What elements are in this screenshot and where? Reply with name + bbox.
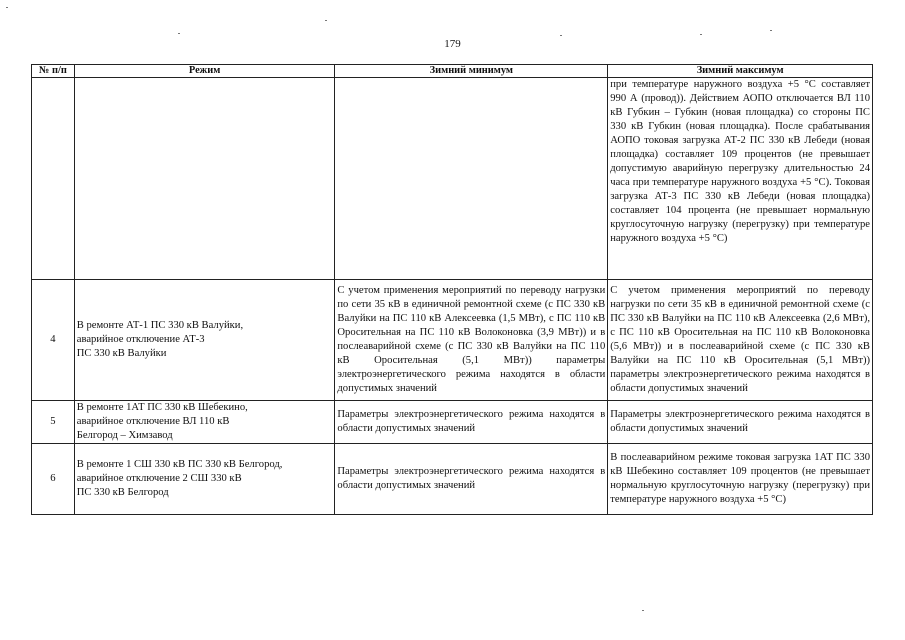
cell-mode (74, 401, 335, 444)
mode-line: ПС 330 кВ Валуйки (76, 348, 167, 359)
cell-number: 5 (32, 401, 75, 444)
page-number: 179 (444, 38, 461, 50)
scan-speck (560, 35, 562, 36)
scan-speck (642, 610, 644, 611)
cell-winter-min: Параметры электроэнергетического режима находятся в области допустимых значений (335, 401, 608, 444)
scan-speck (6, 7, 8, 8)
cell-winter-max: при температуре наружного воздуха +5 °С составляет 990 А (провод)). Действием АОПО отключается ВЛ 110 кВ Губкин – Губкин (новая площадка) со стороны ПС 330 кВ Губкин (новая площадка). После срабатывания АОПО токовая загрузка АТ-2 ПС 330 кВ Лебеди (новая площадка) составляет 109 процентов (не превышает допустимую аварийную перегрузку длительностью 24 часа при температуре наружного воздуха +5 °С). Токовая загрузка АТ-3 ПС 330 кВ Лебеди (новая площадка) составляет 104 процента (не превышает нормальную круглосуточную нагрузку (перегрузку) при температуре наружного воздуха +5 °С) (608, 78, 873, 280)
mode-line: В ремонте АТ-1 ПС 330 кВ Валуйки, (76, 320, 244, 331)
mode-line: В ремонте 1 СШ 330 кВ ПС 330 кВ Белгород, (76, 459, 283, 470)
table-row (32, 444, 873, 515)
cell-number (32, 78, 75, 280)
cell-winter-min: С учетом применения мероприятий по переводу нагрузки по сети 35 кВ в единичной ремонтной схеме (с ПС 330 кВ Валуйки на ПС 110 кВ Алексеевка (1,5 МВт), с ПС 110 кВ Оросительная на ПС 110 кВ Волоконовка (3,9 МВт)) и в послеаварийной схеме (с ПС 330 кВ Валуйки на ПС 110 кВ Оросительная (5,1 МВт)) параметры электроэнергетического режима находятся в области допустимых значений (335, 280, 608, 401)
mode-line: Белгород – Химзавод (76, 430, 173, 441)
header-winter-max: Зимний максимум (608, 65, 873, 78)
cell-mode (74, 78, 335, 280)
table-header-row (32, 65, 873, 78)
cell-mode (74, 280, 335, 401)
mode-line: В ремонте 1АТ ПС 330 кВ Шебекино, (76, 402, 248, 413)
scan-speck (178, 33, 180, 34)
mode-line: аварийное отключение АТ-3 (76, 334, 205, 345)
scan-speck (700, 34, 702, 35)
cell-winter-max: Параметры электроэнергетического режима находятся в области допустимых значений (608, 401, 873, 444)
header-winter-min: Зимний минимум (335, 65, 608, 78)
mode-line: ПС 330 кВ Белгород (76, 487, 169, 498)
cell-number: 4 (32, 280, 75, 401)
regime-table (31, 64, 873, 515)
header-mode: Режим (74, 65, 335, 78)
mode-line: аварийное отключение 2 СШ 330 кВ (76, 473, 242, 484)
cell-mode (74, 444, 335, 515)
scan-speck (770, 30, 772, 31)
table-row (32, 401, 873, 444)
cell-winter-min (335, 78, 608, 280)
cell-winter-max: В послеаварийном режиме токовая загрузка 1АТ ПС 330 кВ Шебекино составляет 109 процентов (не превышает нормальную круглосуточную нагрузку (перегрузку) при температуре наружного воздуха +5 °С) (608, 444, 873, 515)
header-number: № п/п (32, 65, 75, 78)
scan-speck (325, 20, 327, 21)
cell-winter-max: С учетом применения мероприятий по переводу нагрузки по сети 35 кВ в единичной ремонтной схеме (с ПС 330 кВ Валуйки на ПС 110 кВ Алексеевка (2,6 МВт), с ПС 110 кВ Оросительная на ПС 110 кВ Волоконовка (5,6 МВт)) и в послеаварийной схеме (с ПС 330 кВ Валуйки на ПС 110 кВ Оросительная (5,1 МВт)) параметры электроэнергетического режима находятся в области допустимых значений (608, 280, 873, 401)
table-row-continuation (32, 78, 873, 280)
cell-number: 6 (32, 444, 75, 515)
table-row (32, 280, 873, 401)
cell-winter-min: Параметры электроэнергетического режима находятся в области допустимых значений (335, 444, 608, 515)
mode-line: аварийное отключение ВЛ 110 кВ (76, 416, 230, 427)
